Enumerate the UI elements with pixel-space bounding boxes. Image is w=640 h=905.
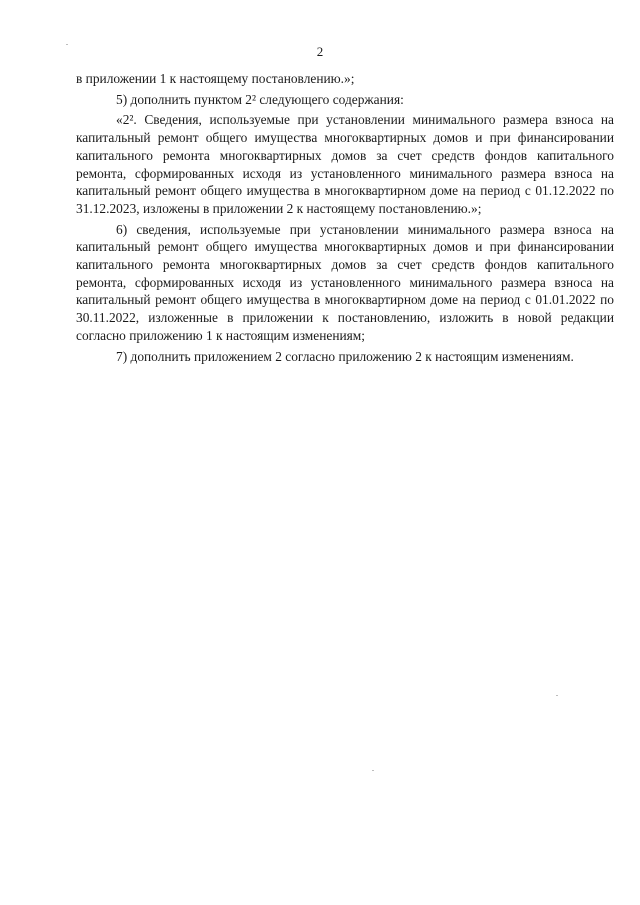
paragraph-2: 5) дополнить пунктом 2² следующего содержания: [116,91,404,107]
page-number: 2 [316,44,324,59]
paragraph-4: 6) сведения, используемые при установлении минимального размера взноса на капитальный ремонт общего имущества многоквартирных домов и при финансировании капитального ремонта многоквартирных домов за счет средств фондов капитального ремонта, сформированных исходя из установленного минимального размера взноса на капитальный ремонт общего имущества в многоквартирном доме на период с 01.01.2022 по 30.11.2022, изложенные в приложении к постановлению, изложить в новой редакции согласно приложению 1 к настоящим изменениям; [76,221,614,343]
paragraph-3: «2². Сведения, используемые при установлении минимального размера взноса на капитальный ремонт общего имущества многоквартирных домов и при финансировании капитального ремонта многоквартирных домов за счет средств фондов капитального ремонта, сформированных исходя из установленного минимального размера взноса на капитальный ремонт общего имущества в многоквартирном доме на период с 01.12.2022 по 31.12.2023, изложены в приложении 2 к настоящему постановлению.»; [76,112,614,216]
scan-speck [66,44,68,45]
document-body [76,70,614,368]
paragraph-1: в приложении 1 к настоящему постановлению.»; [76,71,355,86]
scan-speck [372,770,374,771]
paragraph-5: 7) дополнить приложением 2 согласно приложению 2 к настоящим изменениям. [116,348,574,364]
scan-speck [556,695,558,696]
